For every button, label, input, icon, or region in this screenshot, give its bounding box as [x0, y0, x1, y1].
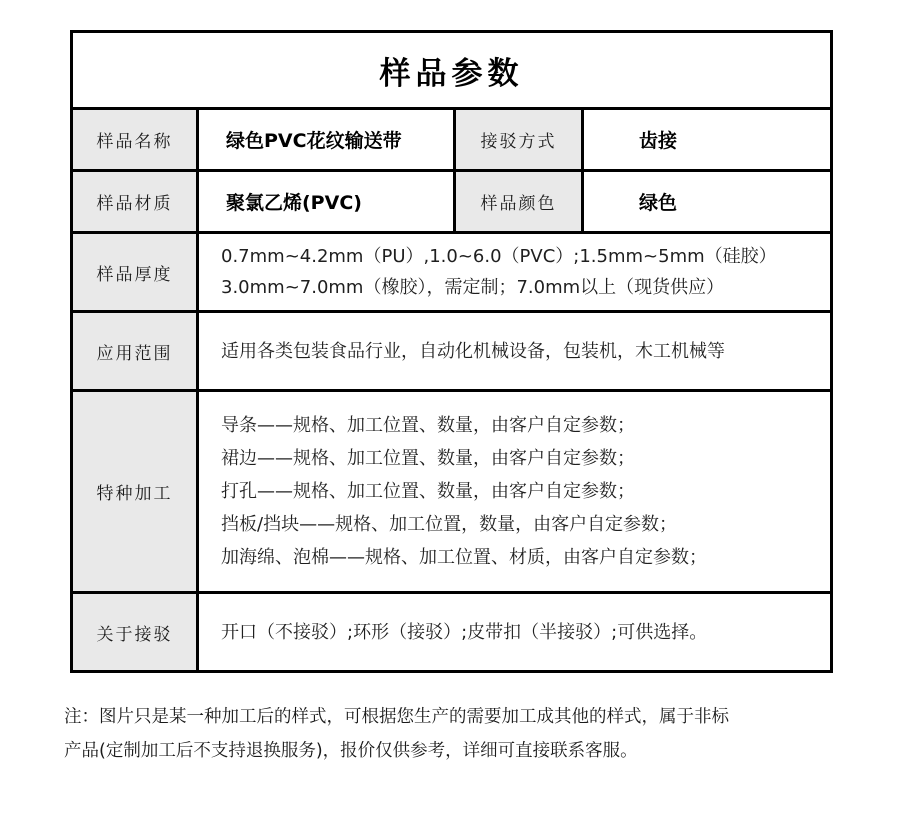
table-row [72, 109, 832, 171]
table-title: 样品参数 [72, 32, 832, 109]
application-range-value: 适用各类包装食品行业，自动化机械设备，包装机，木工机械等 [198, 312, 832, 391]
table-row [72, 593, 832, 672]
special-line-punching: 打孔——规格、加工位置、数量，由客户自定参数； [221, 481, 635, 502]
special-line-baffle: 挡板/挡块——规格、加工位置，数量，由客户自定参数； [221, 514, 678, 535]
table-row [72, 312, 832, 391]
sample-name-value: 绿色PVC花纹输送带 [198, 109, 455, 171]
title-row [72, 32, 832, 109]
table-row [72, 171, 832, 233]
sample-thickness-value [198, 233, 832, 312]
about-joint-label: 关于接驳 [72, 593, 198, 672]
sample-name-label: 样品名称 [72, 109, 198, 171]
thickness-line-1: 0.7mm~4.2mm（PU）,1.0~6.0（PVC）;1.5mm~5mm（硅胶） [221, 246, 777, 267]
special-line-sponge-foam: 加海绵、泡棉——规格、加工位置、材质，由客户自定参数； [221, 547, 707, 568]
special-processing-value [198, 391, 832, 593]
joint-method-value: 齿接 [583, 109, 832, 171]
table-row [72, 391, 832, 593]
table-row [72, 233, 832, 312]
sample-color-label: 样品颜色 [455, 171, 583, 233]
sample-color-value: 绿色 [583, 171, 832, 233]
application-range-label: 应用范围 [72, 312, 198, 391]
about-joint-value: 开口（不接驳）;环形（接驳）;皮带扣（半接驳）;可供选择。 [198, 593, 832, 672]
footnote-line-1: 注：图片只是某一种加工后的样式，可根据您生产的需要加工成其他的样式，属于非标 [64, 707, 729, 727]
special-processing-label: 特种加工 [72, 391, 198, 593]
joint-method-label: 接驳方式 [455, 109, 583, 171]
sample-thickness-label: 样品厚度 [72, 233, 198, 312]
sample-material-label: 样品材质 [72, 171, 198, 233]
special-line-guide-strip: 导条——规格、加工位置、数量，由客户自定参数； [221, 415, 635, 436]
footnote-line-2: 产品(定制加工后不支持退换服务)，报价仅供参考，详细可直接联系客服。 [64, 741, 638, 761]
sample-parameters-table [70, 30, 833, 673]
special-line-skirt: 裙边——规格、加工位置、数量，由客户自定参数； [221, 448, 635, 469]
sample-material-value: 聚氯乙烯(PVC) [198, 171, 455, 233]
thickness-line-2: 3.0mm~7.0mm（橡胶），需定制；7.0mm以上（现货供应） [221, 277, 725, 298]
footnote [64, 700, 874, 768]
